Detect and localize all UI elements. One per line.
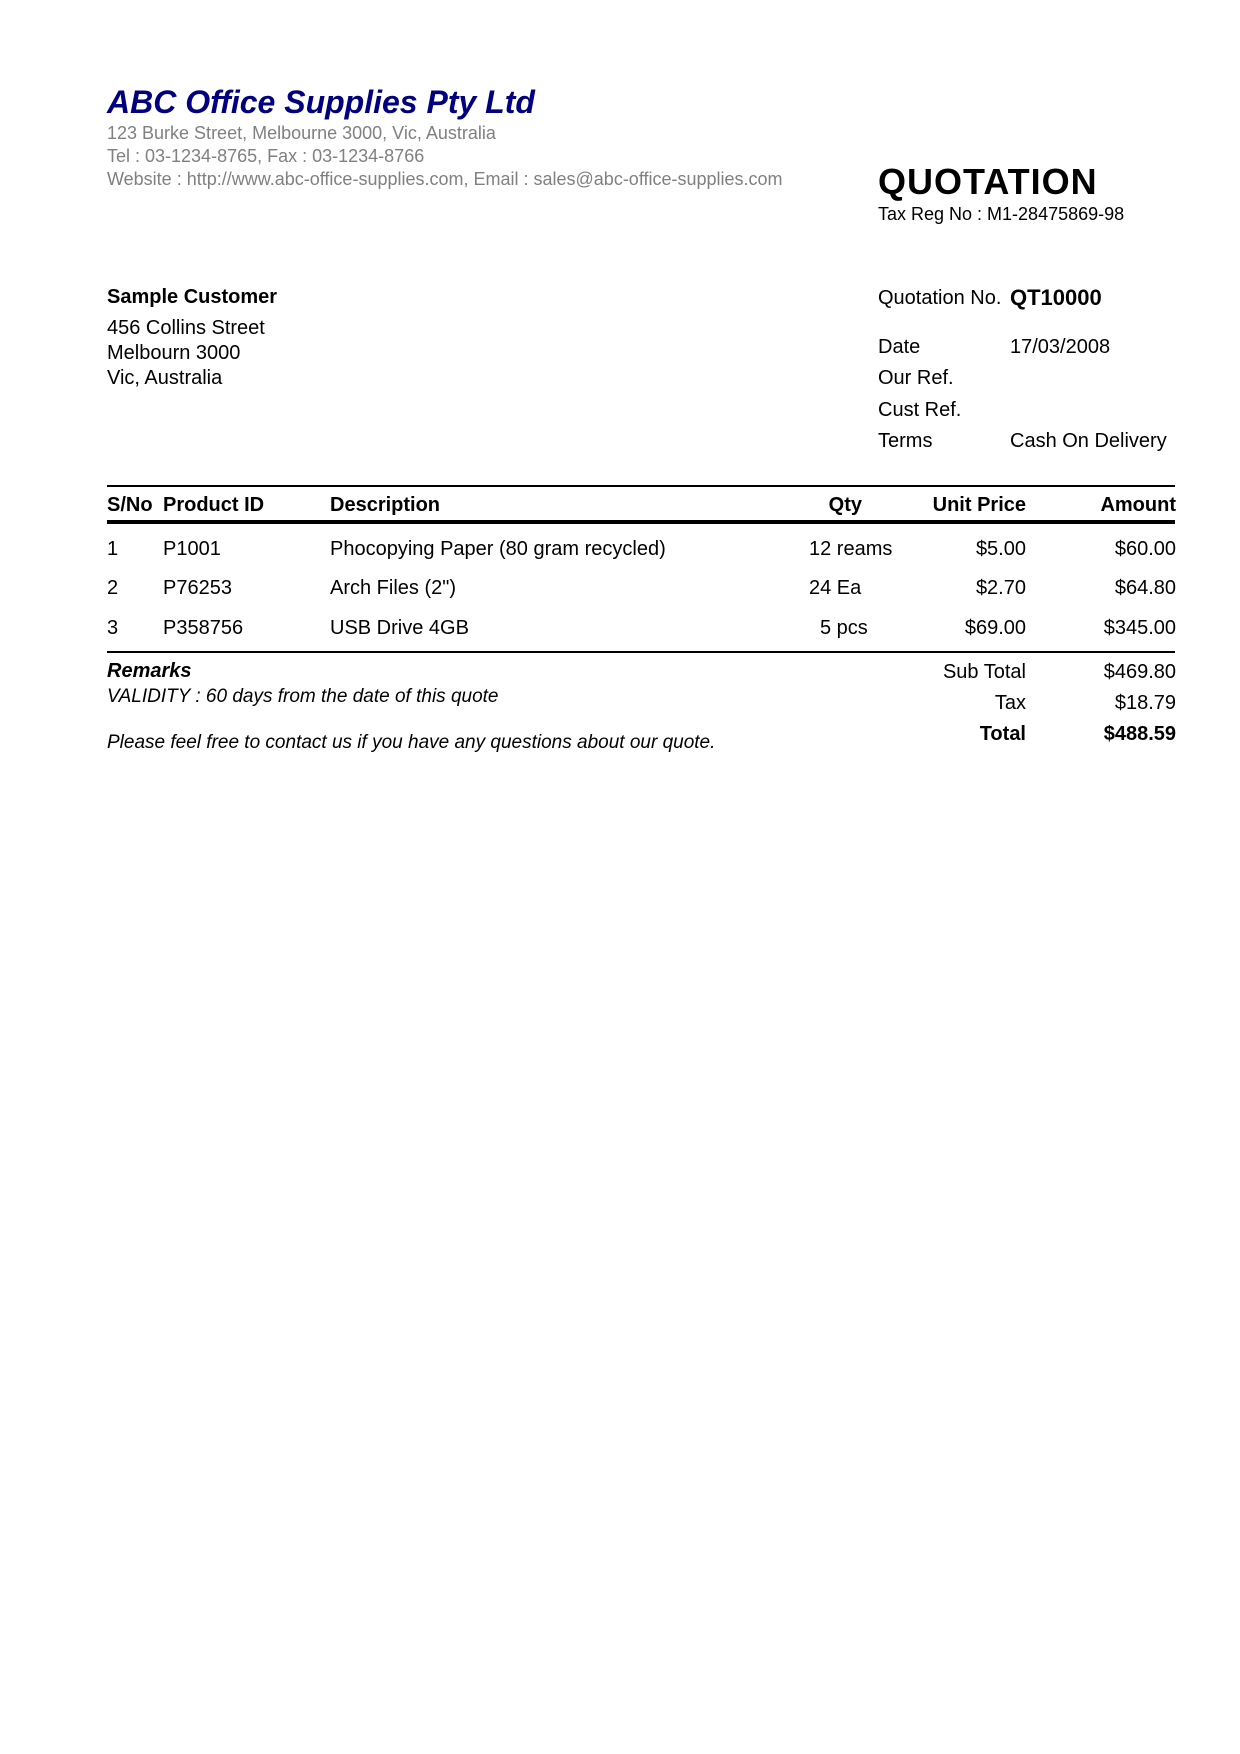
date-label: Date bbox=[878, 336, 921, 358]
tax-value: $18.79 bbox=[1114, 692, 1176, 714]
row-amount: $60.00 bbox=[1114, 538, 1176, 560]
date-value: 17/03/2008 bbox=[1010, 336, 1111, 358]
tax-reg-no: Tax Reg No : M1-28475869-98 bbox=[878, 204, 1125, 224]
total-value: $488.59 bbox=[1103, 723, 1176, 745]
header-product-id: Product ID bbox=[163, 494, 265, 516]
remarks-note: Please feel free to contact us if you have any questions about our quote. bbox=[107, 732, 716, 753]
row-product-id: P358756 bbox=[163, 617, 244, 639]
remarks-validity: VALIDITY : 60 days from the date of this quote bbox=[107, 686, 499, 707]
row-description: USB Drive 4GB bbox=[330, 617, 469, 639]
header-sno: S/No bbox=[107, 494, 153, 516]
customer-name: Sample Customer bbox=[107, 286, 278, 308]
company-web-email: Website : http://www.abc-office-supplies.com, Email : sales@abc-office-supplies.com bbox=[107, 169, 783, 189]
header-bottom-rule bbox=[107, 520, 1175, 524]
document-title: QUOTATION bbox=[878, 161, 1098, 202]
total-label: Total bbox=[979, 723, 1026, 745]
terms-value: Cash On Delivery bbox=[1010, 430, 1167, 452]
remarks-heading: Remarks bbox=[107, 660, 192, 682]
customer-address-line: Melbourn 3000 bbox=[107, 342, 241, 364]
subtotal-value: $469.80 bbox=[1103, 661, 1176, 683]
row-unit-price: $69.00 bbox=[964, 617, 1026, 639]
header-description: Description bbox=[330, 494, 441, 516]
row-sno: 3 bbox=[107, 617, 119, 639]
row-amount: $64.80 bbox=[1114, 577, 1176, 599]
company-phone: Tel : 03-1234-8765, Fax : 03-1234-8766 bbox=[107, 146, 425, 166]
row-qty: 5 pcs bbox=[820, 617, 868, 639]
row-description: Arch Files (2") bbox=[330, 577, 457, 599]
header-qty: Qty bbox=[828, 494, 862, 516]
tax-label: Tax bbox=[994, 692, 1026, 714]
table-top-rule bbox=[107, 485, 1175, 487]
quotation-no: QT10000 bbox=[1010, 285, 1102, 310]
company-address: 123 Burke Street, Melbourne 3000, Vic, Australia bbox=[107, 123, 496, 143]
row-unit-price: $2.70 bbox=[975, 577, 1026, 599]
cust-ref-label: Cust Ref. bbox=[878, 399, 962, 421]
row-product-id: P76253 bbox=[163, 577, 232, 599]
row-sno: 1 bbox=[107, 538, 119, 560]
row-product-id: P1001 bbox=[163, 538, 221, 560]
company-name: ABC Office Supplies Pty Ltd bbox=[107, 84, 535, 120]
customer-address-line: Vic, Australia bbox=[107, 367, 223, 389]
customer-address-line: 456 Collins Street bbox=[107, 317, 265, 339]
row-qty: 12 reams bbox=[809, 538, 893, 560]
quotation-no-label: Quotation No. bbox=[878, 287, 1002, 309]
row-amount: $345.00 bbox=[1103, 617, 1176, 639]
row-unit-price: $5.00 bbox=[975, 538, 1026, 560]
terms-label: Terms bbox=[878, 430, 933, 452]
table-bottom-rule bbox=[107, 651, 1175, 653]
our-ref-label: Our Ref. bbox=[878, 367, 954, 389]
header-amount: Amount bbox=[1100, 494, 1176, 516]
header-unit-price: Unit Price bbox=[932, 494, 1026, 516]
row-description: Phocopying Paper (80 gram recycled) bbox=[330, 538, 666, 560]
row-sno: 2 bbox=[107, 577, 119, 599]
row-qty: 24 Ea bbox=[809, 577, 862, 599]
subtotal-label: Sub Total bbox=[942, 661, 1026, 683]
